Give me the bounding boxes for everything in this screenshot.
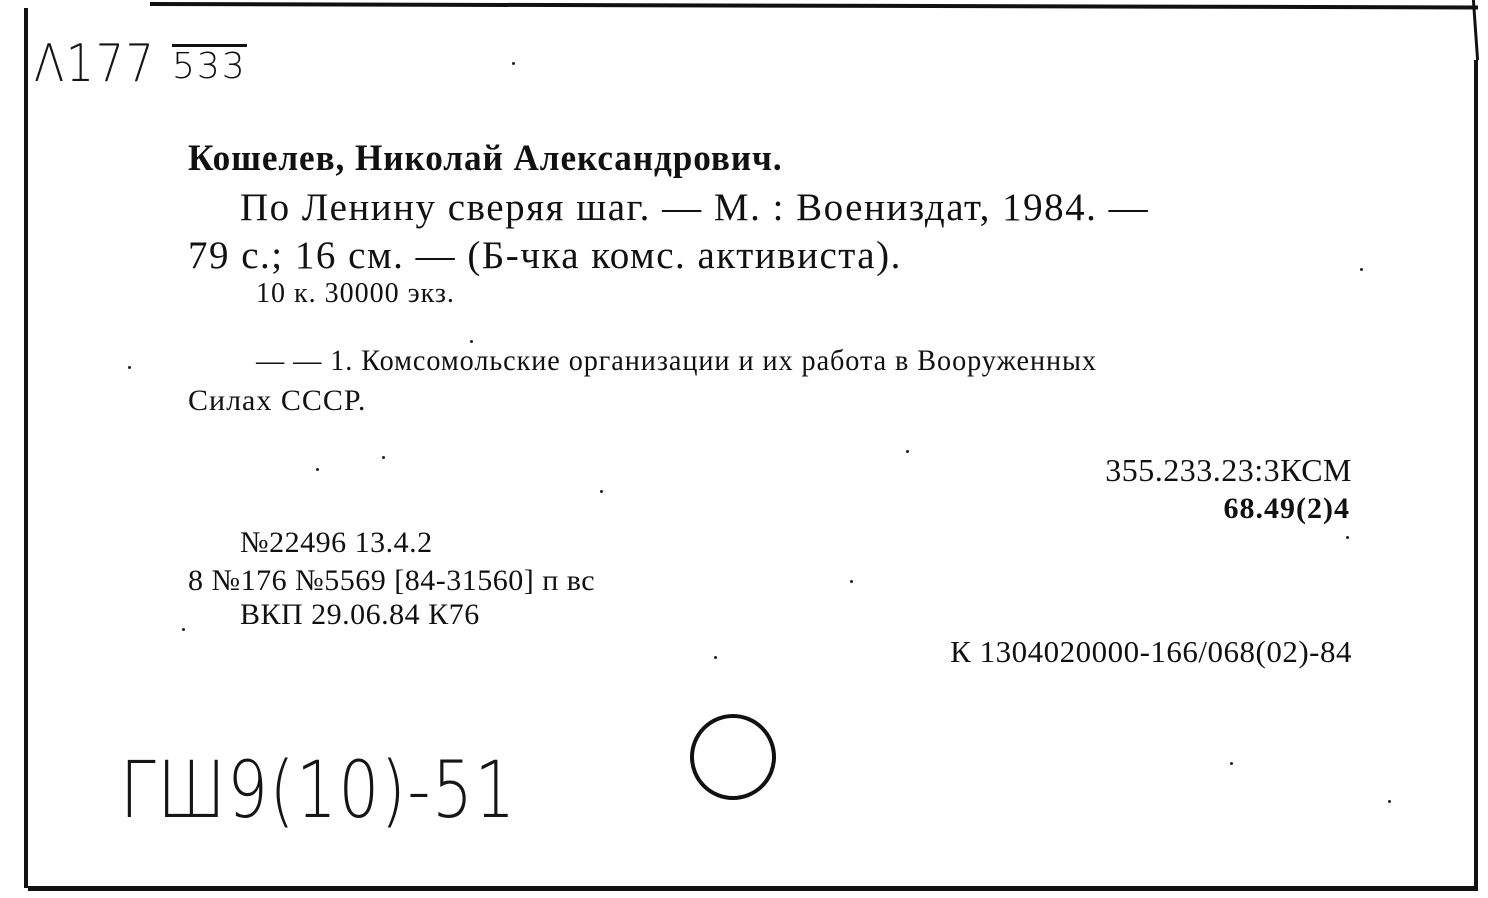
card-border-right bbox=[1474, 60, 1478, 890]
tech-line-3: ВКП 29.06.84 К76 bbox=[240, 598, 480, 631]
scan-speck bbox=[382, 456, 385, 459]
subject-line-1: — — 1. Комсомольские организации и их работа в Вооруженных bbox=[256, 344, 1097, 377]
scan-speck bbox=[128, 366, 131, 369]
bbk-classification: 68.49(2)4 bbox=[1223, 492, 1350, 525]
scan-speck bbox=[600, 490, 603, 493]
scan-speck bbox=[1360, 268, 1363, 271]
author-heading: Кошелев, Николай Александрович. bbox=[188, 138, 783, 179]
scan-speck bbox=[1388, 800, 1391, 803]
tech-line-1: №22496 13.4.2 bbox=[240, 526, 433, 559]
title-line-1: По Ленину сверяя шаг. — М. : Воениздат, 1984. — bbox=[240, 186, 1150, 229]
card-border-bottom bbox=[28, 886, 1478, 891]
handwritten-shelf-fraction: 533 bbox=[172, 46, 247, 87]
scan-speck bbox=[182, 628, 185, 631]
scan-speck bbox=[316, 468, 319, 471]
scan-speck bbox=[714, 656, 717, 659]
handwritten-shelf-mark: Λ177 bbox=[34, 34, 156, 94]
scan-speck bbox=[906, 450, 909, 453]
publisher-k-code: К 1304020000-166/068(02)-84 bbox=[950, 634, 1352, 669]
scan-speck bbox=[512, 62, 515, 65]
scan-speck bbox=[470, 340, 473, 343]
title-line-2: 79 с.; 16 см. — (Б-чка комс. активиста). bbox=[188, 234, 902, 277]
price-circulation: 10 к. 30000 экз. bbox=[256, 278, 455, 309]
tech-line-2: 8 №176 №5569 [84-31560] п вс bbox=[188, 564, 596, 597]
card-punch-hole bbox=[690, 714, 776, 800]
subject-line-2: Силах СССР. bbox=[188, 384, 367, 417]
udc-classification: 355.233.23:3КСМ bbox=[1105, 452, 1352, 488]
scan-speck bbox=[850, 580, 853, 583]
handwritten-bottom-mark: ГШ9(10)-51 bbox=[120, 746, 517, 836]
card-border-left bbox=[24, 8, 28, 888]
card-border-top bbox=[150, 2, 1478, 9]
card-corner bbox=[1472, 0, 1488, 60]
scan-speck bbox=[1230, 762, 1233, 765]
scan-speck bbox=[1346, 536, 1349, 539]
